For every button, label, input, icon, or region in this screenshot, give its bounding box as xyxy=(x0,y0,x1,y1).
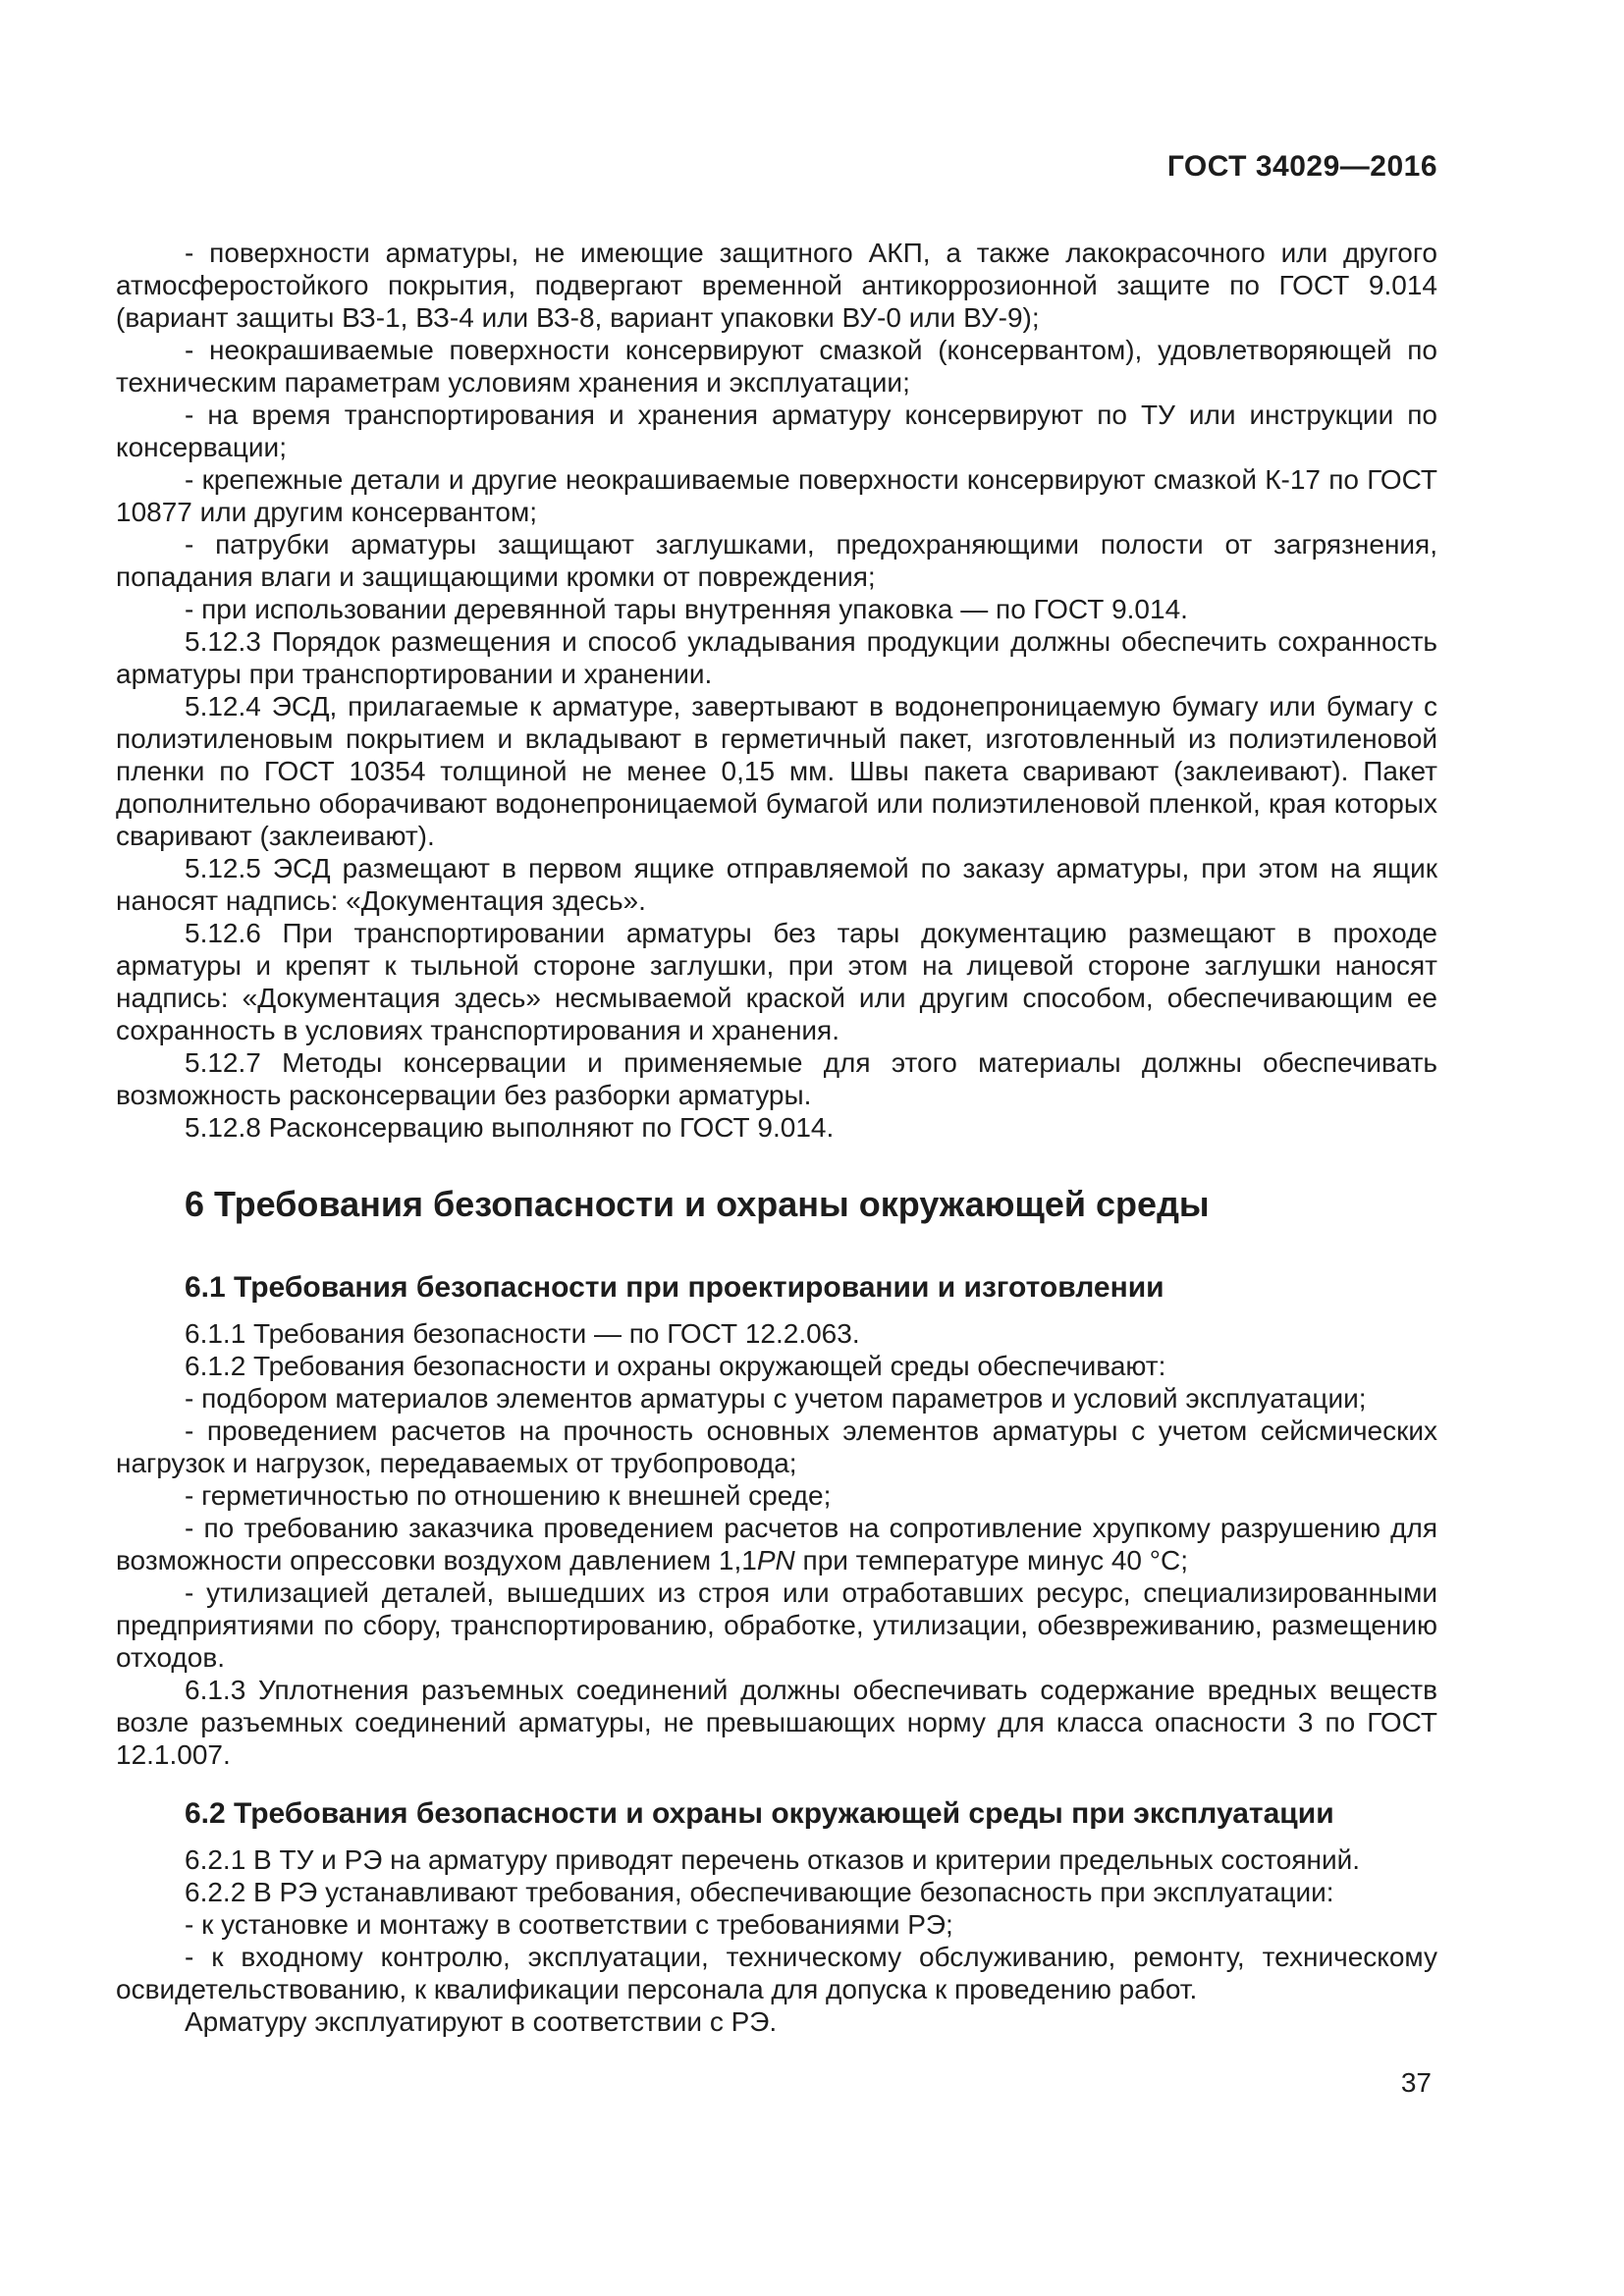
text-run: 5.12.5 ЭСД размещают в первом ящике отправляемой по заказу арматуры, при этом на ящик наносят надпись: «Документация здесь». xyxy=(116,853,1437,916)
text-run: - поверхности арматуры, не имеющие защитного АКП, а также лакокрасочного или другого атмосферостойкого покрытия, подвергают временной антикоррозионной защите по ГОСТ 9.014 (вариант защиты ВЗ-1, ВЗ-4 или ВЗ-8, вариант упаковки ВУ-0 или ВУ-9); xyxy=(116,238,1437,333)
paragraph xyxy=(116,1876,1437,1908)
text-run: - по требованию заказчика проведением расчетов на сопротивление хрупкому разрушению для возможности опрессовки воздухом давлением 1,1 xyxy=(116,1513,1437,1575)
text-run: 6.1.3 Уплотнения разъемных соединений должны обеспечивать содержание вредных веществ возле разъемных соединений арматуры, не превышающих норму для класса опасности 3 по ГОСТ 12.1.007. xyxy=(116,1675,1437,1770)
paragraph xyxy=(116,1479,1437,1512)
text-run: - герметичностью по отношению к внешней среде; xyxy=(185,1480,832,1511)
text-run: - при использовании деревянной тары внутренняя упаковка — по ГОСТ 9.014. xyxy=(185,594,1188,624)
paragraph xyxy=(116,1576,1437,1674)
paragraph xyxy=(116,1512,1437,1576)
text-run: 6.1 Требования безопасности при проектировании и изготовлении xyxy=(185,1271,1164,1304)
paragraph xyxy=(116,399,1437,463)
section-heading xyxy=(116,1184,1437,1225)
page-number: 37 xyxy=(1400,2067,1432,2098)
text-run: 5.12.6 При транспортировании арматуры без тары документацию размещают в проходе арматуры и крепят к тыльной стороне заглушки, при этом на лицевой стороне заглушки наносят надпись: «Документация здесь» несмываемой краской или другим способом, обеспечивающим ее сохранность в условиях транспортирования и хранения. xyxy=(116,918,1437,1045)
text-run: - утилизацией деталей, вышедших из строя или отработавших ресурс, специализированными предприятиями по сбору, транспортированию, обработке, утилизации, обезвреживанию, размещению отходов. xyxy=(116,1577,1437,1673)
text-run: - проведением расчетов на прочность основных элементов арматуры с учетом сейсмических нагрузок и нагрузок, передаваемых от трубопровода; xyxy=(116,1415,1437,1478)
text-run: 6 Требования безопасности и охраны окружающей среды xyxy=(185,1184,1210,1224)
text-run: 6.1.2 Требования безопасности и охраны окружающей среды обеспечивают: xyxy=(185,1351,1166,1381)
text-run: 6.2 Требования безопасности и охраны окружающей среды при эксплуатации xyxy=(185,1797,1334,1830)
text-run: 5.12.3 Порядок размещения и способ укладывания продукции должны обеспечить сохранность арматуры при транспортировании и хранении. xyxy=(116,626,1437,689)
text-run: - крепежные детали и другие неокрашиваемые поверхности консервируют смазкой К-17 по ГОСТ 10877 или другим консервантом; xyxy=(116,464,1437,527)
paragraph xyxy=(116,852,1437,917)
paragraph xyxy=(116,1674,1437,1771)
paragraph xyxy=(116,1317,1437,1350)
paragraph xyxy=(116,917,1437,1046)
paragraph xyxy=(116,625,1437,690)
text-run: 6.2.2 В РЭ устанавливают требования, обеспечивающие безопасность при эксплуатации: xyxy=(185,1877,1334,1907)
paragraph xyxy=(116,528,1437,593)
paragraph xyxy=(116,1415,1437,1479)
paragraph xyxy=(116,1941,1437,2005)
standard-code-header: ГОСТ 34029—2016 xyxy=(1166,150,1437,183)
paragraph xyxy=(116,1111,1437,1144)
paragraph xyxy=(116,593,1437,625)
text-run: 5.12.4 ЭСД, прилагаемые к арматуре, завертывают в водонепроницаемую бумагу или бумагу с полиэтиленовым покрытием и вкладывают в герметичный пакет, изготовленный из полиэтиленовой пленки по ГОСТ 10354 толщиной не менее 0,15 мм. Швы пакета сваривают (заклеивают). Пакет дополнительно оборачивают водонепроницаемой бумагой или полиэтиленовой пленкой, края которых сваривают (заклеивают). xyxy=(116,691,1437,851)
text-run: Арматуру эксплуатируют в соответствии с РЭ. xyxy=(185,2006,778,2037)
text-run: при температуре минус 40 °С; xyxy=(794,1545,1188,1575)
text-run: - подбором материалов элементов арматуры с учетом параметров и условий эксплуатации; xyxy=(185,1383,1367,1414)
text-run: 6.1.1 Требования безопасности — по ГОСТ 12.2.063. xyxy=(185,1318,860,1349)
text-run: - патрубки арматуры защищают заглушками, предохраняющими полости от загрязнения, попадания влаги и защищающими кромки от повреждения; xyxy=(116,529,1437,592)
text-run: PN xyxy=(756,1545,795,1575)
paragraph xyxy=(116,463,1437,528)
subsection-heading xyxy=(116,1796,1437,1831)
text-run: - на время транспортирования и хранения арматуру консервируют по ТУ или инструкции по консервации; xyxy=(116,400,1437,462)
text-run: - к входному контролю, эксплуатации, техническому обслуживанию, ремонту, техническому освидетельствованию, к квалификации персонала для допуска к проведению работ. xyxy=(116,1942,1437,2004)
text-run: 5.12.7 Методы консервации и применяемые для этого материалы должны обеспечивать возможность расконсервации без разборки арматуры. xyxy=(116,1047,1437,1110)
paragraph xyxy=(116,1908,1437,1941)
paragraph xyxy=(116,1843,1437,1876)
text-run: - неокрашиваемые поверхности консервируют смазкой (консервантом), удовлетворяющей по техническим параметрам условиям хранения и эксплуатации; xyxy=(116,335,1437,398)
text-run: 6.2.1 В ТУ и РЭ на арматуру приводят перечень отказов и критерии предельных состояний. xyxy=(185,1844,1361,1875)
paragraph xyxy=(116,1382,1437,1415)
paragraph xyxy=(116,690,1437,852)
paragraph xyxy=(116,1350,1437,1382)
paragraph xyxy=(116,1046,1437,1111)
document-content xyxy=(116,237,1437,2038)
paragraph xyxy=(116,237,1437,334)
text-run: 5.12.8 Расконсервацию выполняют по ГОСТ 9.014. xyxy=(185,1112,835,1143)
paragraph xyxy=(116,2005,1437,2038)
subsection-heading xyxy=(116,1270,1437,1305)
text-run: - к установке и монтажу в соответствии с требованиями РЭ; xyxy=(185,1909,953,1940)
paragraph xyxy=(116,334,1437,399)
